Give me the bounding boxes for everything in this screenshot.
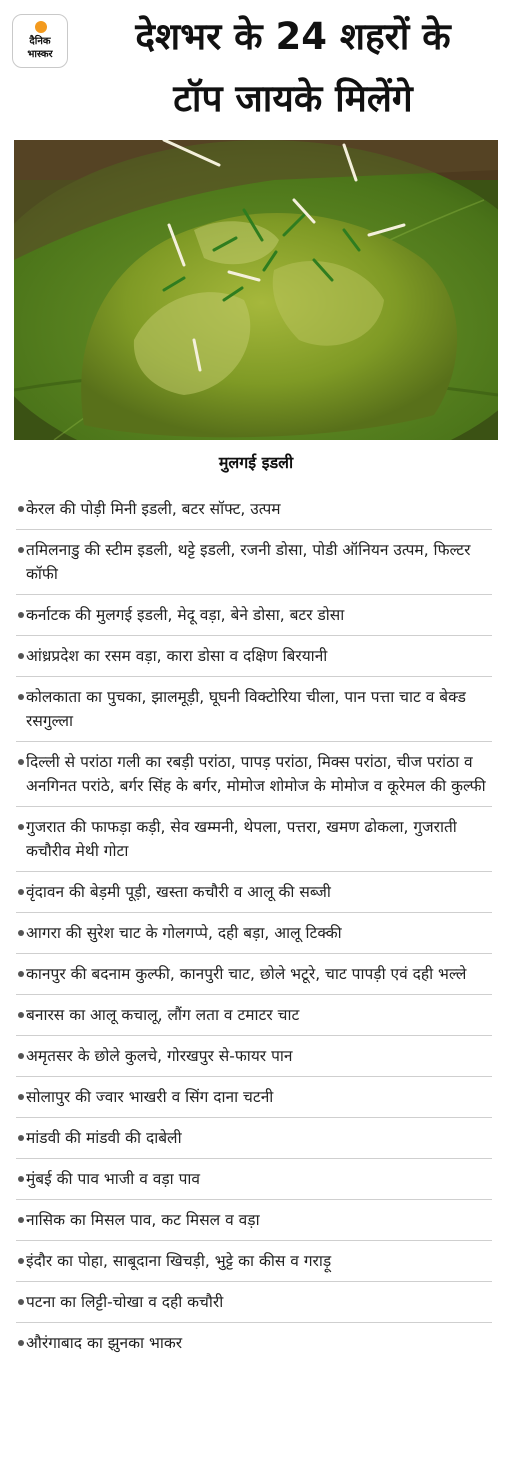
bullet-icon <box>18 653 24 659</box>
list-item-text: बनारस का आलू कचालू, लौंग लता व टमाटर चाट <box>26 1006 300 1024</box>
bullet-icon <box>18 824 24 830</box>
bullet-icon <box>18 694 24 700</box>
list-item-text: सोलापुर की ज्वार भाखरी व सिंग दाना चटनी <box>26 1088 274 1106</box>
list-item-text: मुंबई की पाव भाजी व वड़ा पाव <box>26 1170 201 1188</box>
list-item <box>16 1282 492 1323</box>
list-item-text: गुजरात की फाफड़ा कड़ी, सेव खम्मनी, थेपला, पत्तरा, खमण ढोकला, गुजराती कचौरीव मेथी गोटा <box>26 818 457 860</box>
list-item-text: अमृतसर के छोले कुलचे, गोरखपुर से-फायर पान <box>26 1047 293 1065</box>
list-item <box>16 807 492 872</box>
bullet-icon <box>18 930 24 936</box>
list-item <box>16 530 492 595</box>
bullet-icon <box>18 889 24 895</box>
dish-photo <box>14 140 498 440</box>
bullet-icon <box>18 547 24 553</box>
bullet-icon <box>18 1012 24 1018</box>
mulgai-idli-illustration <box>14 140 498 440</box>
bullet-icon <box>18 1094 24 1100</box>
list-item <box>16 636 492 677</box>
bullet-icon <box>18 1176 24 1182</box>
list-item-text: इंदौर का पोहा, साबूदाना खिचड़ी, भुट्टे का कीस व गराड़ू <box>26 1252 332 1270</box>
list-item-text: तमिलनाडु की स्टीम इडली, थट्टे इडली, रजनी डोसा, पोडी ऑनियन उत्पम, फिल्टर कॉफी <box>26 541 471 583</box>
bullet-icon <box>18 1340 24 1346</box>
list-item <box>16 995 492 1036</box>
list-item <box>16 1077 492 1118</box>
list-item-text: केरल की पोड़ी मिनी इडली, बटर सॉफ्ट, उत्पम <box>26 500 281 518</box>
bullet-icon <box>18 1135 24 1141</box>
list-item <box>16 1323 492 1363</box>
bullet-icon <box>18 759 24 765</box>
list-item-text: मांडवी की मांडवी की दाबेली <box>26 1129 182 1147</box>
list-item <box>16 872 492 913</box>
list-item <box>16 1200 492 1241</box>
article-header <box>0 0 512 138</box>
list-item <box>16 954 492 995</box>
dainik-bhaskar-logo <box>12 14 68 68</box>
list-item-text: कर्नाटक की मुलगई इडली, मेदू वड़ा, बेने डोसा, बटर डोसा <box>26 606 345 624</box>
bullet-icon <box>18 1217 24 1223</box>
bullet-icon <box>18 612 24 618</box>
bullet-icon <box>18 506 24 512</box>
list-item <box>16 1241 492 1282</box>
bullet-icon <box>18 1258 24 1264</box>
headline-line2: टॉप जायके मिलेंगे <box>173 77 413 120</box>
list-item <box>16 677 492 742</box>
list-item-text: वृंदावन की बेड़मी पूड़ी, खस्ता कचौरी व आलू की सब्जी <box>26 883 331 901</box>
list-item-text: आंध्रप्रदेश का रसम वड़ा, कारा डोसा व दक्षिण बिरयानी <box>26 647 328 665</box>
headline <box>80 6 506 130</box>
list-item <box>16 1118 492 1159</box>
list-item <box>16 595 492 636</box>
sun-icon <box>35 21 47 33</box>
list-item-text: पटना का लिट्टी-चोखा व दही कचौरी <box>26 1293 224 1311</box>
bullet-icon <box>18 971 24 977</box>
bullet-icon <box>18 1053 24 1059</box>
list-item-text: औरंगाबाद का झुनका भाकर <box>26 1334 183 1352</box>
list-item-text: आगरा की सुरेश चाट के गोलगप्पे, दही बड़ा, आलू टिक्की <box>26 924 342 942</box>
list-item <box>16 489 492 530</box>
logo-text-line1: दैनिक <box>29 36 51 47</box>
bullet-icon <box>18 1299 24 1305</box>
list-item <box>16 913 492 954</box>
list-item <box>16 1036 492 1077</box>
list-item <box>16 1159 492 1200</box>
dish-list <box>16 489 492 1363</box>
logo-text-line2: भास्कर <box>27 49 53 60</box>
list-item <box>16 742 492 807</box>
list-item-text: कोलकाता का पुचका, झालमूड़ी, घूघनी विक्टोरिया चीला, पान पत्ता चाट व बेक्ड रसगुल्ला <box>26 688 466 730</box>
list-item-text: दिल्ली से परांठा गली का रबड़ी परांठा, पापड़ परांठा, मिक्स परांठा, चीज परांठा व अनगिनत परांठे, बर्गर सिंह के बर्गर, मोमोज शोमोज के मोमोज व कूरेमल की कुल्फी <box>26 753 486 795</box>
list-item-text: नासिक का मिसल पाव, कट मिसल व वड़ा <box>26 1211 260 1229</box>
headline-line1: देशभर के 24 शहरों के <box>135 15 451 58</box>
image-caption: मुलगई इडली <box>218 453 294 472</box>
list-item-text: कानपुर की बदनाम कुल्फी, कानपुरी चाट, छोले भटूरे, चाट पापड़ी एवं दही भल्ले <box>26 965 467 983</box>
